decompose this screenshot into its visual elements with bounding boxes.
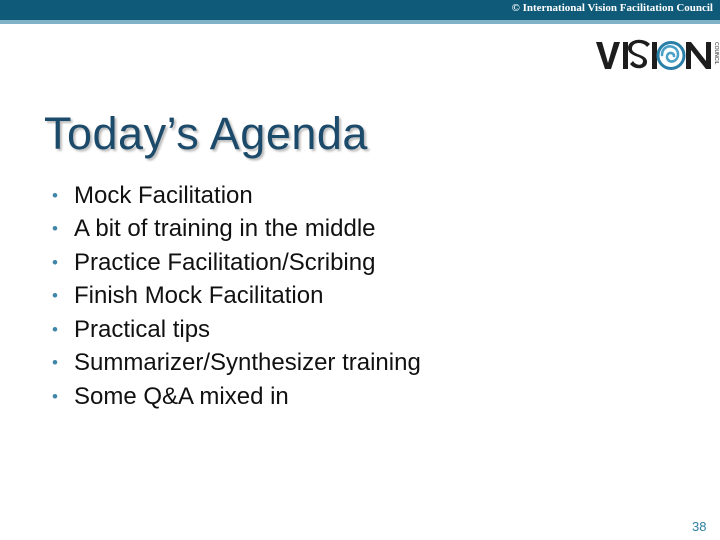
agenda-item-label: Summarizer/Synthesizer training bbox=[74, 349, 421, 377]
bullet-icon: • bbox=[52, 319, 58, 339]
bullet-icon: • bbox=[52, 353, 58, 373]
agenda-item-label: Mock Facilitation bbox=[74, 181, 253, 209]
bullet-icon: • bbox=[52, 252, 58, 272]
vision-logo bbox=[594, 36, 720, 74]
header-stripe bbox=[0, 20, 720, 24]
slide-number: 38 bbox=[692, 519, 707, 534]
list-item bbox=[52, 179, 421, 213]
swirl-o-icon bbox=[658, 43, 684, 69]
agenda-item-label: Practice Facilitation/Scribing bbox=[74, 248, 376, 276]
agenda-item-label: Practical tips bbox=[74, 315, 211, 343]
agenda-item-label: Some Q&A mixed in bbox=[74, 382, 289, 410]
list-item bbox=[52, 280, 421, 314]
list-item bbox=[52, 246, 421, 280]
bullet-icon: • bbox=[52, 185, 58, 205]
list-item bbox=[52, 380, 421, 414]
svg-text:COUNCIL: COUNCIL bbox=[713, 42, 719, 65]
copyright-notice: © International Vision Facilitation Council bbox=[511, 2, 713, 14]
list-item bbox=[52, 347, 421, 381]
list-item bbox=[52, 313, 421, 347]
bullet-icon: • bbox=[52, 219, 58, 239]
vision-logo-lettering bbox=[596, 40, 711, 69]
agenda-item-label: A bit of training in the middle bbox=[74, 215, 376, 243]
agenda-list bbox=[52, 179, 421, 414]
bullet-icon: • bbox=[52, 286, 58, 306]
slide-title: Today’s Agenda bbox=[44, 108, 368, 159]
bullet-icon: • bbox=[52, 386, 58, 406]
list-item bbox=[52, 213, 421, 247]
agenda-item-label: Finish Mock Facilitation bbox=[74, 282, 324, 310]
